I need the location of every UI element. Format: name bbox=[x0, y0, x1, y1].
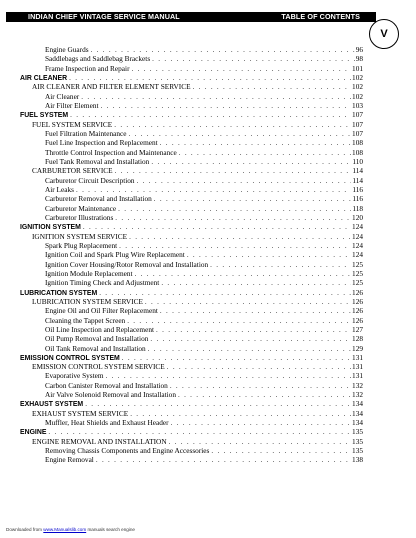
toc-entry-title: Fuel Line Inspection and Replacement bbox=[45, 138, 158, 148]
toc-dot-leader bbox=[127, 317, 351, 325]
toc-subsection-entry[interactable] bbox=[20, 446, 363, 455]
toc-entry-title: EXHAUST SYSTEM SERVICE bbox=[32, 408, 129, 418]
toc-subsection-entry[interactable] bbox=[20, 148, 363, 157]
toc-subsection-entry[interactable] bbox=[20, 64, 363, 73]
toc-entry-page: 108 bbox=[352, 147, 363, 157]
toc-entry-page: 103 bbox=[352, 100, 363, 110]
toc-dot-leader bbox=[115, 167, 352, 175]
toc-entry-page: 129 bbox=[352, 343, 363, 353]
toc-chapter-entry[interactable] bbox=[20, 427, 363, 436]
toc-entry-page: 116 bbox=[352, 194, 363, 204]
toc-entry-title: Carburetor Removal and Installation bbox=[45, 194, 152, 204]
toc-dot-leader bbox=[156, 326, 351, 334]
toc-entry-page: 126 bbox=[352, 287, 363, 297]
toc-entry-title: LUBRICATION SYSTEM SERVICE bbox=[32, 296, 143, 306]
toc-subsection-entry[interactable] bbox=[20, 157, 363, 166]
toc-entry-page: 102 bbox=[352, 91, 363, 101]
footer-suffix: manuals search engine bbox=[87, 527, 135, 532]
toc-entry-page: 107 bbox=[352, 119, 363, 129]
toc-dot-leader bbox=[96, 456, 351, 464]
toc-entry-title: Removing Chassis Components and Engine Accessories bbox=[45, 446, 210, 456]
toc-entry-page: 101 bbox=[352, 63, 363, 73]
toc-entry-page: 107 bbox=[352, 110, 363, 120]
toc-dot-leader bbox=[151, 158, 351, 166]
footer-prefix: Downloaded from bbox=[6, 527, 43, 532]
toc-entry-title: Fuel Tank Removal and Installation bbox=[45, 156, 150, 166]
toc-section-entry[interactable] bbox=[20, 409, 363, 418]
toc-entry-title: Engine Removal bbox=[45, 455, 94, 465]
table-of-contents bbox=[20, 45, 363, 465]
toc-chapter-entry[interactable] bbox=[20, 399, 363, 408]
toc-entry-title: Carburetor Illustrations bbox=[45, 212, 114, 222]
toc-entry-title: Carburetor Maintenance bbox=[45, 203, 117, 213]
toc-section-entry[interactable] bbox=[20, 82, 363, 91]
toc-entry-title: EXHAUST SYSTEM bbox=[20, 401, 84, 409]
toc-entry-page: 126 bbox=[352, 306, 363, 316]
toc-entry-page: 132 bbox=[352, 390, 363, 400]
toc-subsection-entry[interactable] bbox=[20, 316, 363, 325]
toc-entry-page: 102 bbox=[352, 82, 363, 92]
toc-entry-title: Cleaning the Tappet Screen bbox=[45, 315, 126, 325]
toc-entry-title: Throttle Control Inspection and Maintenance bbox=[45, 147, 177, 157]
toc-section-entry[interactable] bbox=[20, 437, 363, 446]
toc-subsection-entry[interactable] bbox=[20, 306, 363, 315]
toc-entry-title: AIR CLEANER bbox=[20, 74, 68, 82]
toc-dot-leader bbox=[171, 419, 351, 427]
toc-subsection-entry[interactable] bbox=[20, 241, 363, 250]
toc-dot-leader bbox=[169, 438, 351, 446]
toc-dot-leader bbox=[178, 391, 351, 399]
toc-subsection-entry[interactable] bbox=[20, 92, 363, 101]
toc-entry-page: 120 bbox=[352, 212, 363, 222]
toc-entry-page: 110 bbox=[352, 156, 363, 166]
toc-subsection-entry[interactable] bbox=[20, 418, 363, 427]
download-footer bbox=[6, 527, 135, 532]
toc-entry-page: 135 bbox=[352, 446, 363, 456]
toc-dot-leader bbox=[160, 307, 351, 315]
toc-entry-title: Oil Pump Removal and Installation bbox=[45, 334, 149, 344]
toc-entry-page: 114 bbox=[352, 166, 363, 176]
toc-entry-page: 124 bbox=[352, 250, 363, 260]
toc-entry-title: Saddlebags and Saddlebag Brackets bbox=[45, 54, 151, 64]
section-title: TABLE OF CONTENTS bbox=[281, 12, 360, 21]
toc-subsection-entry[interactable] bbox=[20, 269, 363, 278]
toc-entry-page: 127 bbox=[352, 324, 363, 334]
toc-chapter-entry[interactable] bbox=[20, 73, 363, 82]
toc-entry-page: 108 bbox=[352, 138, 363, 148]
toc-dot-leader bbox=[115, 214, 351, 222]
toc-chapter-entry[interactable] bbox=[20, 222, 363, 231]
toc-entry-page: 131 bbox=[352, 362, 363, 372]
toc-dot-leader bbox=[76, 186, 351, 194]
toc-dot-leader bbox=[122, 354, 351, 362]
toc-subsection-entry[interactable] bbox=[20, 129, 363, 138]
toc-dot-leader bbox=[193, 83, 352, 91]
toc-dot-leader bbox=[70, 111, 351, 119]
toc-entry-page: 134 bbox=[352, 399, 363, 409]
toc-entry-page: 124 bbox=[352, 231, 363, 241]
header-bar bbox=[6, 12, 376, 22]
toc-dot-leader bbox=[135, 270, 352, 278]
toc-dot-leader bbox=[85, 400, 351, 408]
page-number-badge: V bbox=[369, 19, 399, 49]
toc-subsection-entry[interactable] bbox=[20, 101, 363, 110]
toc-entry-title: Air Filter Element bbox=[45, 100, 99, 110]
toc-entry-page: 107 bbox=[352, 128, 363, 138]
toc-entry-page: 102 bbox=[352, 72, 363, 82]
toc-dot-leader bbox=[148, 345, 351, 353]
toc-entry-page: 118 bbox=[352, 203, 363, 213]
toc-entry-page: 132 bbox=[352, 380, 363, 390]
toc-entry-title: AIR CLEANER AND FILTER ELEMENT SERVICE bbox=[32, 82, 191, 92]
toc-subsection-entry[interactable] bbox=[20, 45, 363, 54]
toc-section-entry[interactable] bbox=[20, 232, 363, 241]
toc-dot-leader bbox=[211, 447, 351, 455]
toc-dot-leader bbox=[137, 177, 352, 185]
toc-entry-title: Ignition Cover Housing/Rotor Removal and Installation bbox=[45, 259, 209, 269]
toc-dot-leader bbox=[150, 335, 351, 343]
toc-dot-leader bbox=[128, 130, 351, 138]
toc-entry-page: 128 bbox=[352, 334, 363, 344]
toc-dot-leader bbox=[118, 205, 351, 213]
toc-entry-title: Fuel Filtration Maintenance bbox=[45, 128, 127, 138]
toc-entry-title: ENGINE bbox=[20, 429, 47, 437]
toc-entry-page: 134 bbox=[352, 408, 363, 418]
toc-entry-title: IGNITION SYSTEM SERVICE bbox=[32, 231, 128, 241]
toc-entry-title: Muffler, Heat Shields and Exhaust Header bbox=[45, 418, 169, 428]
toc-subsection-entry[interactable] bbox=[20, 455, 363, 464]
toc-entry-title: Evaporative System bbox=[45, 371, 104, 381]
toc-entry-title: Air Valve Solenoid Removal and Installation bbox=[45, 390, 176, 400]
toc-subsection-entry[interactable] bbox=[20, 390, 363, 399]
toc-chapter-entry[interactable] bbox=[20, 353, 363, 362]
toc-dot-leader bbox=[106, 372, 351, 380]
toc-entry-page: 124 bbox=[352, 240, 363, 250]
toc-section-entry[interactable] bbox=[20, 120, 363, 129]
toc-dot-leader bbox=[210, 261, 351, 269]
toc-section-entry[interactable] bbox=[20, 362, 363, 371]
toc-entry-title: EMISSION CONTROL SYSTEM SERVICE bbox=[32, 362, 165, 372]
toc-entry-page: 135 bbox=[352, 436, 363, 446]
toc-dot-leader bbox=[160, 139, 351, 147]
toc-entry-title: Air Cleaner bbox=[45, 91, 80, 101]
toc-dot-leader bbox=[101, 102, 352, 110]
toc-entry-title: Engine Oil and Oil Filter Replacement bbox=[45, 306, 158, 316]
toc-entry-page: 96 bbox=[355, 45, 363, 54]
toc-dot-leader bbox=[132, 65, 352, 73]
toc-dot-leader bbox=[99, 289, 351, 297]
toc-subsection-entry[interactable] bbox=[20, 250, 363, 259]
toc-entry-title: Frame Inspection and Repair bbox=[45, 63, 130, 73]
toc-dot-leader bbox=[167, 363, 351, 371]
toc-dot-leader bbox=[119, 242, 351, 250]
toc-dot-leader bbox=[145, 298, 351, 306]
toc-entry-title: LUBRICATION SYSTEM bbox=[20, 289, 98, 297]
toc-chapter-entry[interactable] bbox=[20, 288, 363, 297]
toc-entry-page: 124 bbox=[352, 222, 363, 232]
toc-chapter-entry[interactable] bbox=[20, 110, 363, 119]
toc-entry-title: Oil Tank Removal and Installation bbox=[45, 343, 146, 353]
toc-dot-leader bbox=[187, 251, 351, 259]
toc-entry-page: 126 bbox=[352, 296, 363, 306]
toc-dot-leader bbox=[83, 223, 351, 231]
toc-subsection-entry[interactable] bbox=[20, 334, 363, 343]
toc-subsection-entry[interactable] bbox=[20, 278, 363, 287]
toc-entry-title: FUEL SYSTEM bbox=[20, 112, 69, 120]
toc-entry-page: 98 bbox=[355, 54, 363, 64]
toc-entry-page: 125 bbox=[352, 268, 363, 278]
toc-subsection-entry[interactable] bbox=[20, 371, 363, 380]
toc-entry-page: 125 bbox=[352, 259, 363, 269]
toc-entry-title: FUEL SYSTEM SERVICE bbox=[32, 119, 113, 129]
toc-dot-leader bbox=[81, 93, 351, 101]
manualslib-link[interactable]: www.Manualslib.com bbox=[43, 527, 87, 532]
toc-entry-title: IGNITION SYSTEM bbox=[20, 224, 81, 232]
toc-entry-page: 135 bbox=[352, 427, 363, 437]
toc-dot-leader bbox=[91, 46, 355, 54]
toc-dot-leader bbox=[69, 74, 351, 82]
toc-subsection-entry[interactable] bbox=[20, 185, 363, 194]
toc-dot-leader bbox=[114, 121, 351, 129]
toc-subsection-entry[interactable] bbox=[20, 325, 363, 334]
toc-dot-leader bbox=[179, 149, 351, 157]
toc-entry-title: EMISSION CONTROL SYSTEM bbox=[20, 354, 120, 362]
toc-entry-title: Air Leaks bbox=[45, 184, 74, 194]
toc-entry-title: Ignition Module Replacement bbox=[45, 268, 133, 278]
toc-entry-title: Spark Plug Replacement bbox=[45, 240, 118, 250]
toc-entry-title: ENGINE REMOVAL AND INSTALLATION bbox=[32, 436, 167, 446]
toc-entry-title: Carburetor Circuit Description bbox=[45, 175, 135, 185]
toc-entry-title: Ignition Timing Check and Adjustment bbox=[45, 278, 160, 288]
toc-subsection-entry[interactable] bbox=[20, 381, 363, 390]
toc-entry-title: CARBURETOR SERVICE bbox=[32, 166, 113, 176]
toc-dot-leader bbox=[152, 55, 355, 63]
toc-dot-leader bbox=[161, 279, 351, 287]
toc-entry-page: 131 bbox=[352, 352, 363, 362]
toc-subsection-entry[interactable] bbox=[20, 213, 363, 222]
toc-section-entry[interactable] bbox=[20, 166, 363, 175]
toc-entry-title: Ignition Coil and Spark Plug Wire Replacement bbox=[45, 250, 185, 260]
toc-subsection-entry[interactable] bbox=[20, 54, 363, 63]
manual-title: INDIAN CHIEF VINTAGE SERVICE MANUAL bbox=[28, 12, 180, 21]
toc-entry-page: 134 bbox=[352, 418, 363, 428]
toc-entry-page: 116 bbox=[352, 184, 363, 194]
toc-subsection-entry[interactable] bbox=[20, 138, 363, 147]
toc-entry-page: 126 bbox=[352, 315, 363, 325]
toc-entry-page: 138 bbox=[352, 455, 363, 465]
toc-entry-page: 131 bbox=[352, 371, 363, 381]
toc-dot-leader bbox=[170, 382, 351, 390]
toc-entry-title: Engine Guards bbox=[45, 45, 89, 54]
toc-entry-page: 114 bbox=[352, 175, 363, 185]
toc-dot-leader bbox=[130, 410, 351, 418]
toc-dot-leader bbox=[154, 195, 352, 203]
toc-subsection-entry[interactable] bbox=[20, 176, 363, 185]
toc-subsection-entry[interactable] bbox=[20, 204, 363, 213]
toc-subsection-entry[interactable] bbox=[20, 344, 363, 353]
toc-dot-leader bbox=[48, 428, 351, 436]
toc-section-entry[interactable] bbox=[20, 297, 363, 306]
toc-entry-page: 125 bbox=[352, 278, 363, 288]
toc-subsection-entry[interactable] bbox=[20, 260, 363, 269]
toc-dot-leader bbox=[129, 233, 351, 241]
toc-entry-title: Carbon Canister Removal and Installation bbox=[45, 380, 168, 390]
toc-subsection-entry[interactable] bbox=[20, 194, 363, 203]
toc-entry-title: Oil Line Inspection and Replacement bbox=[45, 324, 155, 334]
